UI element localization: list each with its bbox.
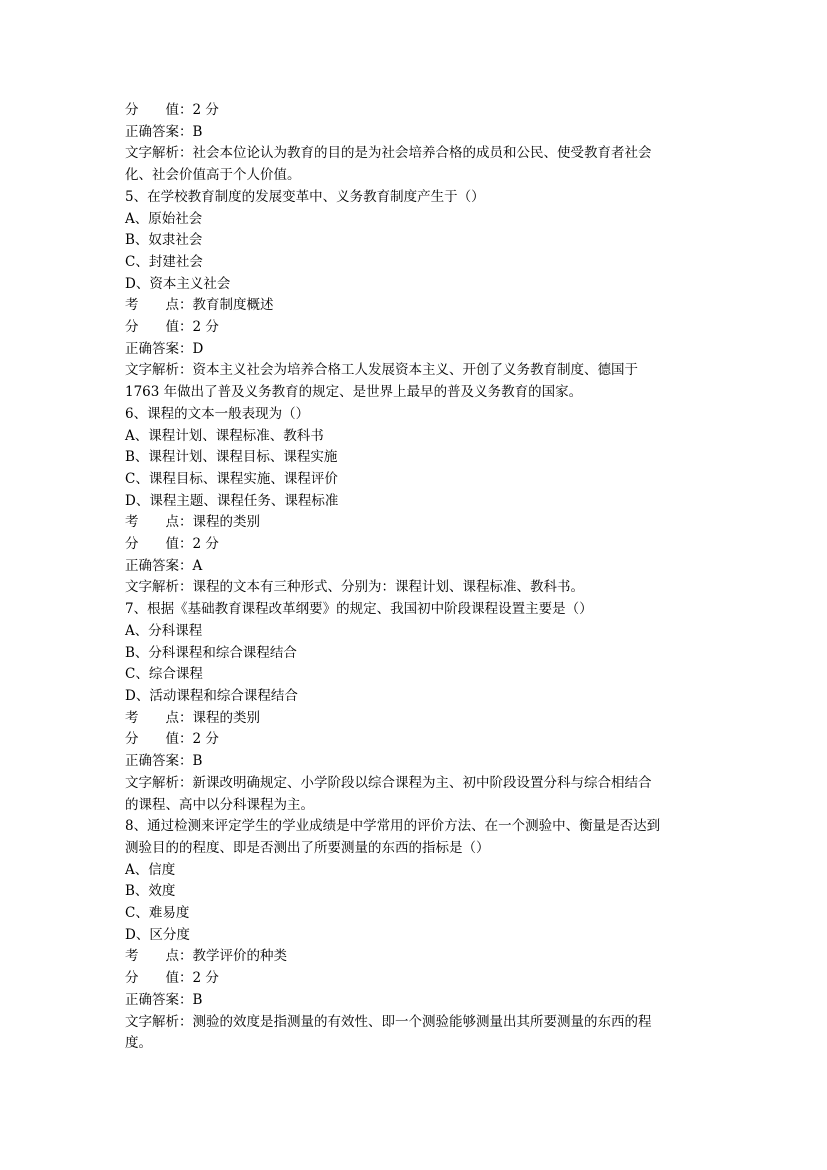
question-6-option-d: D、课程主题、课程任务、课程标准: [125, 492, 339, 509]
question-6-option-a: A、课程计划、课程标准、教科书: [125, 427, 324, 444]
question-8-option-c: C、难易度: [125, 905, 190, 922]
question-7-option-c: C、综合课程: [125, 666, 203, 683]
question-7-score: 分 值：2 分: [125, 731, 219, 748]
question-8-answer: 正确答案：B: [125, 991, 203, 1008]
question-8-score: 分 值：2 分: [125, 970, 219, 987]
question-7-answer: 正确答案：B: [125, 753, 203, 770]
question-8-topic: 考 点：教学评价的种类: [125, 948, 287, 965]
explanation-line: 文字解析：社会本位论认为教育的目的是为社会培养合格的成员和公民、使受教育者社会: [125, 145, 652, 162]
question-5-stem: 5、在学校教育制度的发展变革中、义务教育制度产生于（）: [125, 188, 485, 205]
question-5-option-b: B、奴隶社会: [125, 232, 203, 249]
question-7-option-b: B、分科课程和综合课程结合: [125, 644, 297, 661]
question-6-option-c: C、课程目标、课程实施、课程评价: [125, 470, 338, 487]
question-8-option-b: B、效度: [125, 883, 176, 900]
question-6-explanation: 文字解析：课程的文本有三种形式、分别为：课程计划、课程标准、教科书。: [125, 579, 584, 596]
question-6-option-b: B、课程计划、课程目标、课程实施: [125, 449, 338, 466]
question-5-score: 分 值：2 分: [125, 319, 219, 336]
question-5-option-d: D、资本主义社会: [125, 275, 231, 292]
question-8-option-d: D、区分度: [125, 926, 190, 943]
question-7-option-a: A、分科课程: [125, 622, 203, 639]
answer-line: 正确答案：B: [125, 123, 203, 140]
question-5-explanation: 1763 年做出了普及义务教育的规定、是世界上最早的普及义务教育的国家。: [125, 384, 583, 401]
question-6-score: 分 值：2 分: [125, 536, 219, 553]
question-5-explanation: 文字解析：资本主义社会为培养合格工人发展资本主义、开创了义务教育制度、德国于: [125, 362, 638, 379]
question-8-option-a: A、信度: [125, 861, 176, 878]
explanation-line: 化、社会价值高于个人价值。: [125, 167, 301, 184]
question-7-option-d: D、活动课程和综合课程结合: [125, 687, 298, 704]
question-6-topic: 考 点：课程的类别: [125, 514, 260, 531]
question-7-topic: 考 点：课程的类别: [125, 709, 260, 726]
question-5-option-a: A、原始社会: [125, 210, 203, 227]
question-7-explanation: 的课程、高中以分科课程为主。: [125, 796, 314, 813]
question-7-stem: 7、根据《基础教育课程改革纲要》的规定、我国初中阶段课程设置主要是（）: [125, 601, 593, 618]
question-8-explanation: 度。: [125, 1035, 152, 1052]
question-7-explanation: 文字解析：新课改明确规定、小学阶段以综合课程为主、初中阶段设置分科与综合相结合: [125, 774, 652, 791]
question-5-answer: 正确答案：D: [125, 340, 204, 357]
question-6-stem: 6、课程的文本一般表现为（）: [125, 405, 310, 422]
score-line: 分 值：2 分: [125, 102, 219, 118]
question-8-stem: 8、通过检测来评定学生的学业成绩是中学常用的评价方法、在一个测验中、衡量是否达到: [125, 818, 661, 835]
question-5-option-c: C、封建社会: [125, 253, 203, 270]
question-8-stem: 测验目的的程度、即是否测出了所要测量的东西的指标是（）: [125, 839, 490, 856]
question-8-explanation: 文字解析：测验的效度是指测量的有效性、即一个测验能够测量出其所要测量的东西的程: [125, 1013, 652, 1030]
document-body: [125, 100, 710, 1055]
question-6-answer: 正确答案：A: [125, 557, 203, 574]
question-5-topic: 考 点：教育制度概述: [125, 297, 274, 314]
